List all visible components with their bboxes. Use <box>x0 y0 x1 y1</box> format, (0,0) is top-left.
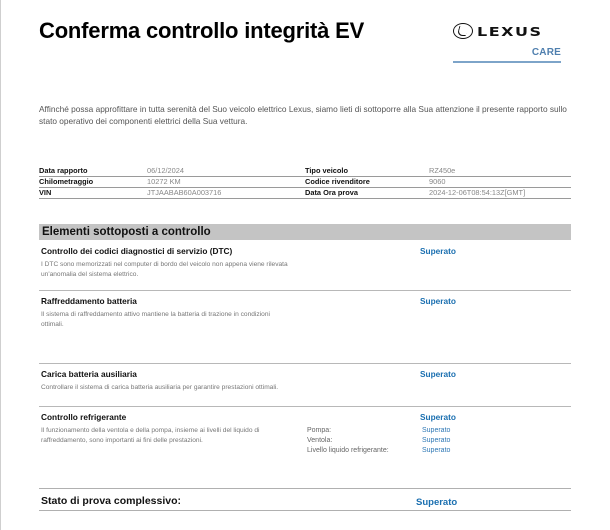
info-row <box>39 177 571 188</box>
item-description: Il funzionamento della ventola e della pompa, insieme ai livelli del liquido di raffreddamento, sono importanti ai fini delle prestazioni. <box>41 427 260 444</box>
info-value: RZ450e <box>429 166 456 175</box>
sub-value: Superato <box>422 427 451 434</box>
info-value: JTJAABAB60A003716 <box>147 188 222 197</box>
check-item-coolant <box>39 412 571 464</box>
section-header: Elementi sottoposti a controllo <box>39 224 571 240</box>
check-item-aux-battery <box>39 369 571 409</box>
sub-label: Pompa: <box>307 427 332 434</box>
sub-result-row <box>307 436 450 446</box>
overall-status: Superato <box>416 497 458 508</box>
item-description: I DTC sono memorizzati nel computer di bordo del veicolo non appena viene rilevata un'anomalia del sistema elettrico. <box>41 261 288 278</box>
intro-paragraph: Affinché possa approfittare in tutta serenità del Suo veicolo elettrico Lexus, siamo lieti di sottoporre alla Sua attenzione il presente rapporto sullo stato operativo dei componenti elettrici della Sua vettura. <box>39 104 567 126</box>
item-title: Controllo refrigerante <box>41 412 127 422</box>
item-status: Superato <box>420 296 456 306</box>
sub-value: Superato <box>422 447 451 454</box>
divider <box>39 406 571 407</box>
sub-value: Superato <box>422 437 451 444</box>
item-title: Raffreddamento batteria <box>41 296 137 306</box>
info-value: 9060 <box>429 177 446 186</box>
info-value: 10272 KM <box>147 177 181 186</box>
lexus-emblem-icon <box>453 23 473 39</box>
sub-label: Livello liquido refrigerante: <box>307 447 389 454</box>
sub-result-row <box>307 426 450 436</box>
vehicle-info-table <box>39 166 571 199</box>
item-title: Carica batteria ausiliaria <box>41 369 137 379</box>
check-item-battery-cooling <box>39 296 571 366</box>
item-title: Controllo dei codici diagnostici di servizio (DTC) <box>41 246 233 256</box>
item-status: Superato <box>420 246 456 256</box>
info-label: Data Ora prova <box>305 188 358 197</box>
overall-status-row <box>39 488 571 511</box>
divider <box>39 290 571 291</box>
info-label: Tipo veicolo <box>305 166 348 175</box>
info-label: Chilometraggio <box>39 177 94 186</box>
info-row <box>39 166 571 177</box>
info-row <box>39 188 571 199</box>
logo-care-label: CARE <box>531 47 561 58</box>
sub-result-row <box>307 446 450 456</box>
info-value: 06/12/2024 <box>147 166 184 175</box>
item-description: Controllare il sistema di carica batteria ausiliaria per garantire prestazioni ottimali. <box>41 384 279 391</box>
info-value: 2024-12-06T08:54:13Z[GMT] <box>429 188 526 197</box>
sub-label: Ventola: <box>307 437 333 444</box>
divider <box>39 363 571 364</box>
item-description: Il sistema di raffreddamento attivo mantiene la batteria di trazione in condizioni ottimali. <box>41 311 270 328</box>
lexus-care-logo <box>453 20 563 65</box>
coolant-sub-results <box>307 426 450 456</box>
item-status: Superato <box>420 412 456 422</box>
logo-underline <box>453 61 561 63</box>
page-title: Conferma controllo integrità EV <box>39 18 365 43</box>
item-status: Superato <box>420 369 456 379</box>
logo-brand: LEXUS <box>477 23 543 39</box>
check-item-dtc <box>39 246 571 291</box>
info-label: Codice rivenditore <box>305 177 370 186</box>
info-label: VIN <box>39 188 52 197</box>
info-label: Data rapporto <box>39 166 88 175</box>
overall-label: Stato di prova complessivo: <box>41 495 182 507</box>
